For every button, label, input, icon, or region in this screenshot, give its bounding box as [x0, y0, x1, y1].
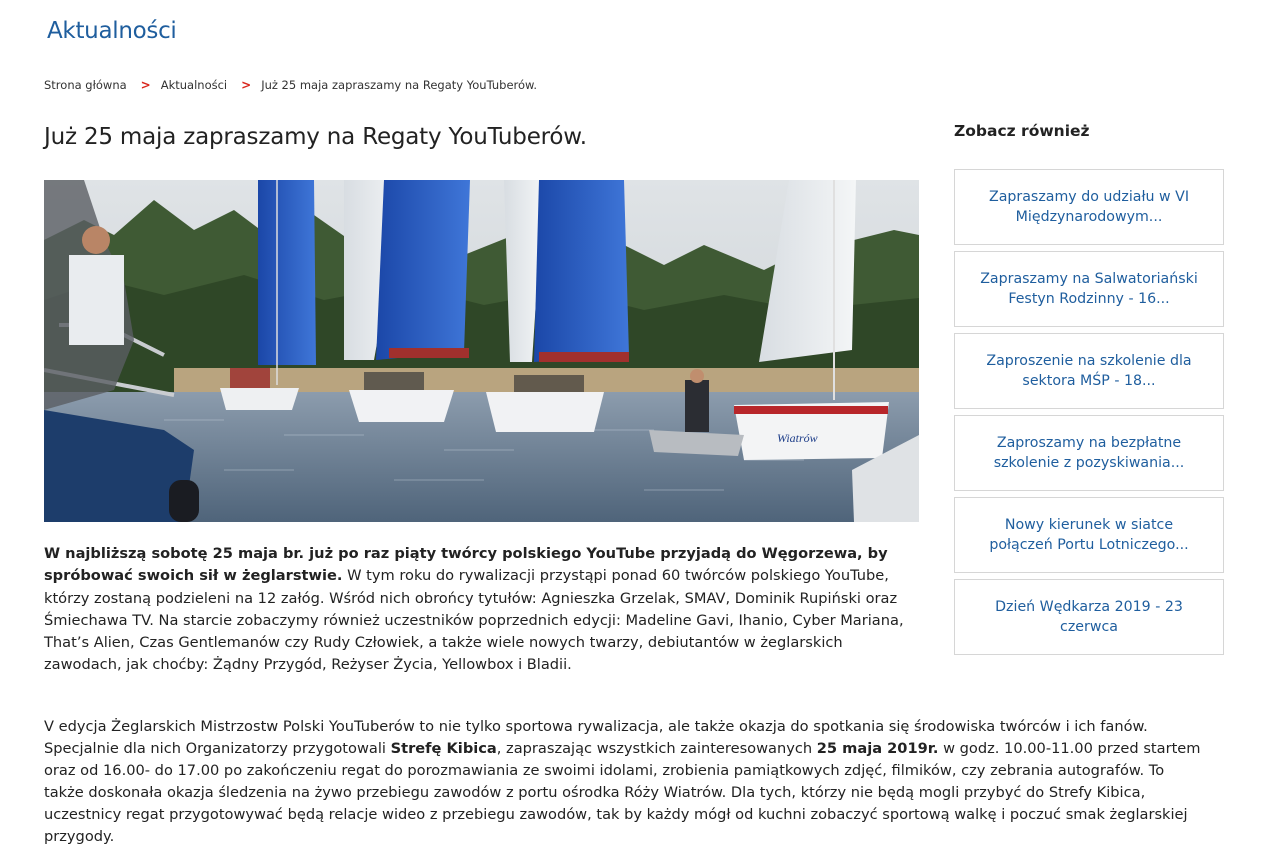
article-body-paragraph: [44, 716, 1204, 849]
related-articles-list: [954, 169, 1224, 661]
related-article-link[interactable]: Zaproszenie na szkolenie dla sektora MŚP - 18...: [954, 333, 1224, 409]
breadcrumb-news-link[interactable]: Aktualności: [160, 78, 228, 92]
article-title: Już 25 maja zapraszamy na Regaty YouTuberów.: [44, 124, 587, 150]
breadcrumb: [44, 78, 537, 92]
article-hero-image: [44, 180, 919, 522]
article-lead-paragraph: [44, 543, 924, 677]
article-body-text-e: w godz. 10.00-11.00 przed startem oraz od 16.00- do 17.00 po zakończeniu regat do porozmawiania ze swoimi idolami, zrobienia pamiątkowych zdjęć, filmików, czy zebrania autografów. To także doskonała okazja śledzenia na żywo przebiegu zawodów z portu ośrodka Róży Wiatrów. Dla tych, którzy nie będą mogli przybyć do Strefy Kibica, uczestnicy regat przygotowywać będą relacje wideo z przebiegu zawodów, tak by każdy mógł od kuchni zobaczyć sportową walkę i poczuć smak żeglarskiej przygody.: [44, 740, 1201, 846]
article-body-text-a: V edycja Żeglarskich Mistrzostw Polski YouTuberów to nie tylko sportowa rywalizacja, ale także okazja do spotkania się środowiska twórców i ich fanów. Specjalnie dla nich Organizatorzy przygotowali: [44, 718, 1148, 758]
related-article-link[interactable]: Dzień Wędkarza 2019 - 23 czerwca: [954, 579, 1224, 655]
related-article-link[interactable]: Zaproszamy na bezpłatne szkolenie z pozyskiwania...: [954, 415, 1224, 491]
section-title: Aktualności: [47, 18, 177, 44]
related-article-link[interactable]: Zapraszamy na Salwatoriański Festyn Rodzinny - 16...: [954, 251, 1224, 327]
sidebar-title: Zobacz również: [954, 122, 1090, 140]
breadcrumb-home-link[interactable]: Strona główna: [44, 78, 127, 92]
article-lead-text: W tym roku do rywalizacji przystąpi ponad 60 twórców polskiego YouTube, którzy zostaną podzieleni na 12 załóg. Wśród nich obrońcy tytułów: Agnieszka Grzelak, SMAV, Dominik Rupiński oraz Śmiechawa TV. Na starcie zobaczymy również uczestników poprzednich edycji: Madeline Gavi, Ihanio, Cyber Mariana, That’s Alien, Czas Gentlemanów czy Rudy Człowiek, a także wiele nowych twarzy, debiutantów w żeglarskich zawodach, jak choćby: Żądny Przygód, Reżyser Życia, Yellowbox i Bladii.: [44, 567, 904, 674]
article-body-bold-date: 25 maja 2019r.: [816, 740, 939, 758]
breadcrumb-chevron-icon: >: [140, 78, 151, 92]
related-article-link[interactable]: Zapraszamy do udziału w VI Międzynarodowym...: [954, 169, 1224, 245]
boat-logo-text: Wiatrów: [777, 431, 818, 445]
article-lead-bold: W najbliższą sobotę 25 maja br. już po raz piąty twórcy polskiego YouTube przyjadą do Węgorzewa, by spróbować swoich sił w żeglarstwie.: [44, 545, 888, 585]
breadcrumb-current: Już 25 maja zapraszamy na Regaty YouTuberów.: [261, 78, 538, 92]
related-article-link[interactable]: Nowy kierunek w siatce połączeń Portu Lotniczego...: [954, 497, 1224, 573]
article-body-bold-fan-zone: Strefę Kibica: [390, 740, 497, 758]
article-body-text-c: , zapraszając wszystkich zainteresowanych: [496, 740, 817, 758]
breadcrumb-chevron-icon: >: [241, 78, 252, 92]
